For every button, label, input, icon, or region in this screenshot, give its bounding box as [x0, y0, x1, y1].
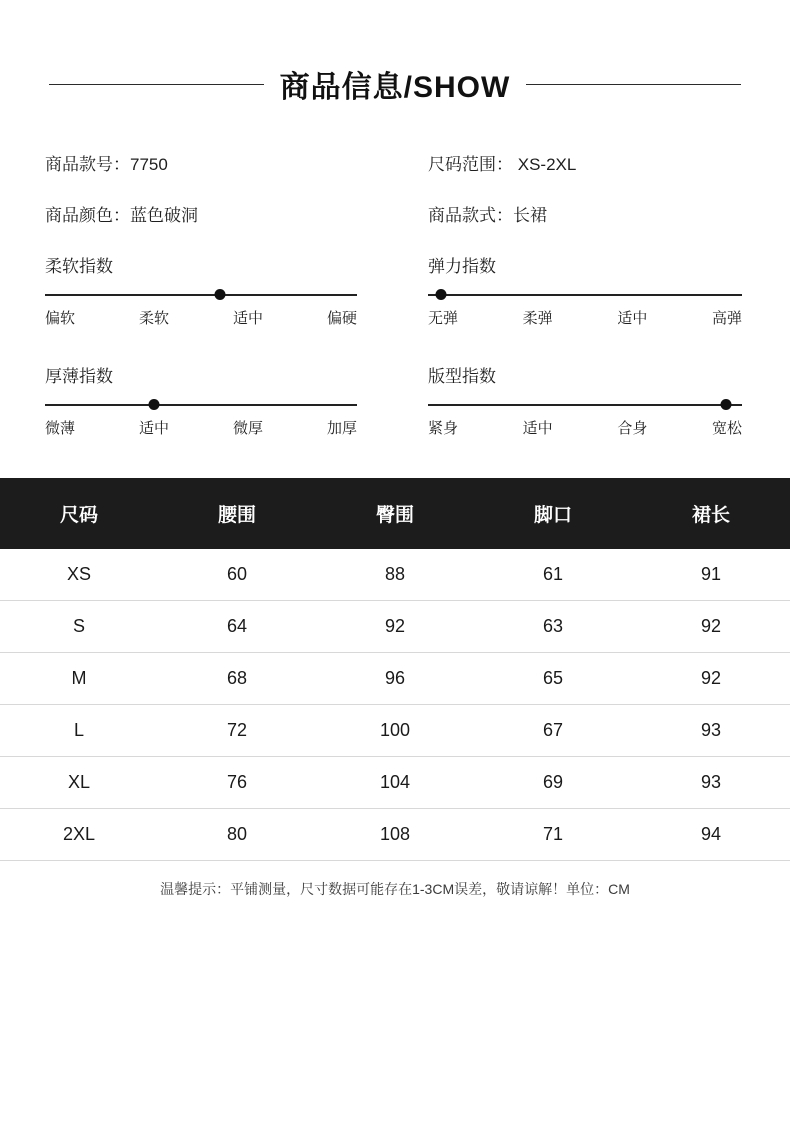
- table-header-row: [0, 478, 790, 549]
- cell-hip: 104: [316, 757, 474, 809]
- cell-skirt-length: 94: [632, 809, 790, 861]
- product-style-label: 商品款式：: [428, 206, 513, 225]
- cell-leg-opening: 67: [474, 705, 632, 757]
- column-header-skirt-length: 裙长: [632, 478, 790, 549]
- table-row: [0, 549, 790, 601]
- meter-label: 偏软: [45, 310, 76, 327]
- page-title: 商品信息/SHOW: [279, 71, 511, 104]
- product-style-number: [0, 150, 395, 175]
- meter-label: 偏硬: [326, 310, 357, 327]
- cell-skirt-length: 92: [632, 601, 790, 653]
- meter-thickness-labels: [45, 417, 357, 438]
- column-header-hip: 臀围: [316, 478, 474, 549]
- cell-leg-opening: 69: [474, 757, 632, 809]
- product-info-block: [0, 150, 790, 226]
- cell-waist: 64: [158, 601, 316, 653]
- size-chart-header: [0, 478, 790, 549]
- meter-softness-title: 柔软指数: [45, 257, 113, 276]
- cell-waist: 72: [158, 705, 316, 757]
- cell-hip: 92: [316, 601, 474, 653]
- meter-label: 紧身: [428, 420, 459, 437]
- meter-fit-title: 版型指数: [428, 367, 496, 386]
- meter-elasticity-marker: [435, 289, 446, 300]
- meter-softness-track: [45, 287, 357, 301]
- meter-fit-marker: [721, 399, 732, 410]
- cell-waist: 68: [158, 653, 316, 705]
- page-header: [0, 62, 790, 106]
- cell-hip: 96: [316, 653, 474, 705]
- header-rule-left: [49, 84, 264, 85]
- size-chart-body: [0, 549, 790, 861]
- cell-leg-opening: 71: [474, 809, 632, 861]
- product-size-range-label: 尺码范围：: [428, 155, 513, 174]
- meter-label: 微厚: [232, 420, 263, 437]
- meter-label: 适中: [232, 310, 263, 327]
- product-style-number-label: 商品款号：: [45, 155, 130, 174]
- column-header-leg-opening: 脚口: [474, 478, 632, 549]
- meter-elasticity-labels: [428, 307, 742, 328]
- meter-label: 高弹: [711, 310, 742, 327]
- cell-leg-opening: 65: [474, 653, 632, 705]
- cell-hip: 108: [316, 809, 474, 861]
- meter-label: 宽松: [711, 420, 742, 437]
- header-rule-right: [526, 84, 741, 85]
- product-info-row: [0, 201, 790, 226]
- meter-fit-labels: [428, 417, 742, 438]
- meter-label: 适中: [138, 420, 169, 437]
- table-row: [0, 809, 790, 861]
- product-color-label: 商品颜色：: [45, 206, 130, 225]
- table-row: [0, 757, 790, 809]
- meter-line: [45, 404, 357, 406]
- cell-size: 2XL: [0, 809, 158, 861]
- product-color: [0, 201, 395, 226]
- meter-fit: [395, 362, 790, 438]
- meter-label: 微薄: [45, 420, 76, 437]
- cell-size: M: [0, 653, 158, 705]
- measurement-note: 温馨提示：平铺测量，尺寸数据可能存在1-3CM误差，敬请谅解！单位：CM: [160, 881, 630, 897]
- meter-elasticity-title: 弹力指数: [428, 257, 496, 276]
- product-size-range-value: XS-2XL: [517, 155, 577, 174]
- product-color-value: 蓝色破洞: [130, 206, 198, 225]
- meter-thickness-track: [45, 397, 357, 411]
- size-chart-table: [0, 478, 790, 861]
- table-row: [0, 705, 790, 757]
- meter-label: 柔软: [138, 310, 169, 327]
- cell-waist: 80: [158, 809, 316, 861]
- meter-thickness: [0, 362, 395, 438]
- cell-size: XL: [0, 757, 158, 809]
- cell-size: L: [0, 705, 158, 757]
- meter-softness: [0, 252, 395, 328]
- column-header-waist: 腰围: [158, 478, 316, 549]
- cell-hip: 88: [316, 549, 474, 601]
- meter-label: 无弹: [428, 310, 459, 327]
- column-header-size: 尺码: [0, 478, 158, 549]
- cell-size: XS: [0, 549, 158, 601]
- cell-leg-opening: 61: [474, 549, 632, 601]
- cell-size: S: [0, 601, 158, 653]
- product-style-number-value: 7750: [130, 155, 168, 174]
- meter-line: [428, 404, 742, 406]
- meter-line: [428, 294, 742, 296]
- meter-elasticity: [395, 252, 790, 328]
- cell-waist: 60: [158, 549, 316, 601]
- cell-skirt-length: 93: [632, 757, 790, 809]
- product-style: [395, 201, 790, 226]
- meter-fit-track: [428, 397, 742, 411]
- product-style-value: 长裙: [513, 206, 547, 225]
- meter-softness-labels: [45, 307, 357, 328]
- meter-elasticity-track: [428, 287, 742, 301]
- cell-waist: 76: [158, 757, 316, 809]
- cell-skirt-length: 93: [632, 705, 790, 757]
- cell-leg-opening: 63: [474, 601, 632, 653]
- index-meters: [0, 252, 790, 472]
- product-size-range: [395, 150, 790, 175]
- meter-label: 合身: [617, 420, 648, 437]
- meter-thickness-marker: [149, 399, 160, 410]
- meter-thickness-title: 厚薄指数: [45, 367, 113, 386]
- table-row: [0, 653, 790, 705]
- meter-label: 加厚: [326, 420, 357, 437]
- meter-label: 柔弹: [522, 310, 553, 327]
- meter-label: 适中: [522, 420, 553, 437]
- meter-line: [45, 294, 357, 296]
- meter-label: 适中: [617, 310, 648, 327]
- cell-skirt-length: 92: [632, 653, 790, 705]
- cell-hip: 100: [316, 705, 474, 757]
- cell-skirt-length: 91: [632, 549, 790, 601]
- product-info-row: [0, 150, 790, 175]
- meter-softness-marker: [214, 289, 225, 300]
- table-row: [0, 601, 790, 653]
